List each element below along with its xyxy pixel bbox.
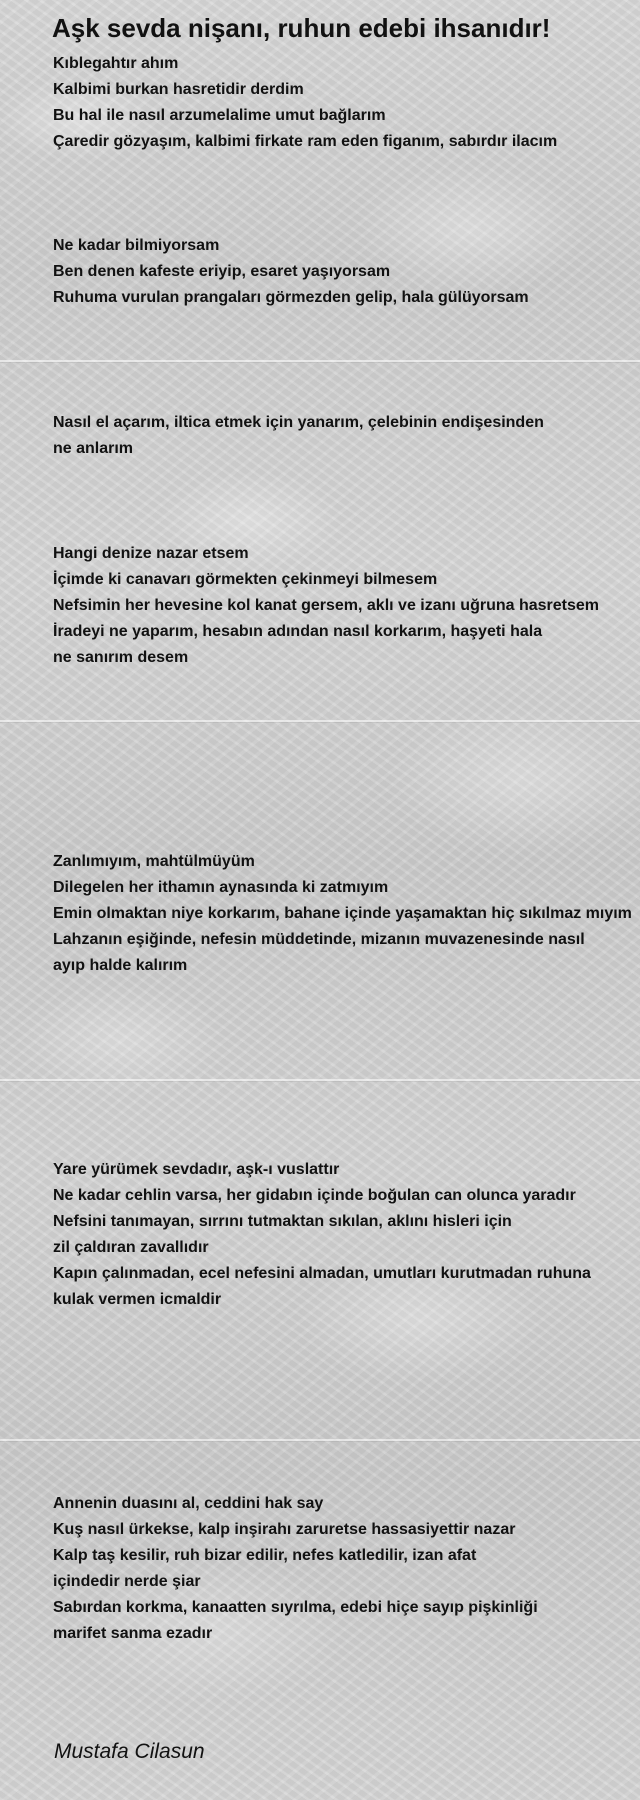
poem-line: ayıp halde kalırım <box>53 957 188 974</box>
poem-line: Kapın çalınmadan, ecel nefesini almadan, umutları kurutmadan ruhuna <box>53 1265 591 1282</box>
poem-line: İradeyi ne yaparım, hesabın adından nasıl korkarım, haşyeti hala <box>53 623 543 640</box>
stanza-1 <box>53 51 633 155</box>
poem-line: Bu hal ile nasıl arzumelalime umut bağlarım <box>53 107 386 124</box>
poem-line: Kuş nasıl ürkekse, kalp inşirahı zaruretse hassasiyettir nazar <box>53 1521 516 1538</box>
section-divider <box>0 360 640 362</box>
poem-title: Aşk sevda nişanı, ruhun edebi ihsanıdır! <box>52 13 551 43</box>
poem-line: Nefsini tanımayan, sırrını tutmaktan sıkılan, aklını hisleri için <box>53 1213 512 1230</box>
poem-line: Ne kadar cehlin varsa, her gidabın içinde boğulan can olunca yaradır <box>53 1187 576 1204</box>
poem-line: Hangi denize nazar etsem <box>53 545 249 562</box>
poem-line: Nasıl el açarım, iltica etmek için yanarım, çelebinin endişesinden <box>53 414 544 431</box>
stanza-6 <box>53 1157 633 1313</box>
poem-line: Yare yürümek sevdadır, aşk-ı vuslattır <box>53 1161 340 1178</box>
poem-line: ne sanırım desem <box>53 649 189 666</box>
poem-line: Kalp taş kesilir, ruh bizar edilir, nefes katledilir, izan afat <box>53 1547 477 1564</box>
poem-line: kulak vermen icmaldir <box>53 1291 222 1308</box>
poem-line: Annenin duasını al, ceddini hak say <box>53 1495 324 1512</box>
poem-author: Mustafa Cilasun <box>54 1740 205 1763</box>
poem-line: Çaredir gözyaşım, kalbimi firkate ram eden figanım, sabırdır ilacım <box>53 133 558 150</box>
poem-line: Nefsimin her hevesine kol kanat gersem, aklı ve izanı uğruna hasretsem <box>53 597 599 614</box>
section-divider <box>0 720 640 722</box>
poem-line: İçimde ki canavarı görmekten çekinmeyi bilmesem <box>53 571 438 588</box>
stanza-3 <box>53 410 633 462</box>
poem-line: Ne kadar bilmiyorsam <box>53 237 220 254</box>
poem-line: zil çaldıran zavallıdır <box>53 1239 209 1256</box>
poem-line: Lahzanın eşiğinde, nefesin müddetinde, mizanın muvazenesinde nasıl <box>53 931 585 948</box>
poem-line: Sabırdan korkma, kanaatten sıyrılma, edebi hiçe sayıp pişkinliği <box>53 1599 538 1616</box>
poem-line: Zanlımıyım, mahtülmüyüm <box>53 853 255 870</box>
poem-line: ne anlarım <box>53 440 134 457</box>
poem-line: marifet sanma ezadır <box>53 1625 213 1642</box>
poem-line: Kalbimi burkan hasretidir derdim <box>53 81 304 98</box>
poem-line: Ben denen kafeste eriyip, esaret yaşıyorsam <box>53 263 391 280</box>
section-divider <box>0 1439 640 1441</box>
stanza-5 <box>53 849 633 979</box>
poem-line: Dilegelen her ithamın aynasında ki zatmıyım <box>53 879 389 896</box>
poem-line: içindedir nerde şiar <box>53 1573 201 1590</box>
section-divider <box>0 1079 640 1081</box>
poem-line: Emin olmaktan niye korkarım, bahane içinde yaşamaktan hiç sıkılmaz mıyım <box>53 905 632 922</box>
stanza-7 <box>53 1491 633 1647</box>
stanza-4 <box>53 541 633 671</box>
poem-line: Kıblegahtır ahım <box>53 55 179 72</box>
stanza-2 <box>53 233 633 311</box>
poem-line: Ruhuma vurulan prangaları görmezden gelip, hala gülüyorsam <box>53 289 529 306</box>
